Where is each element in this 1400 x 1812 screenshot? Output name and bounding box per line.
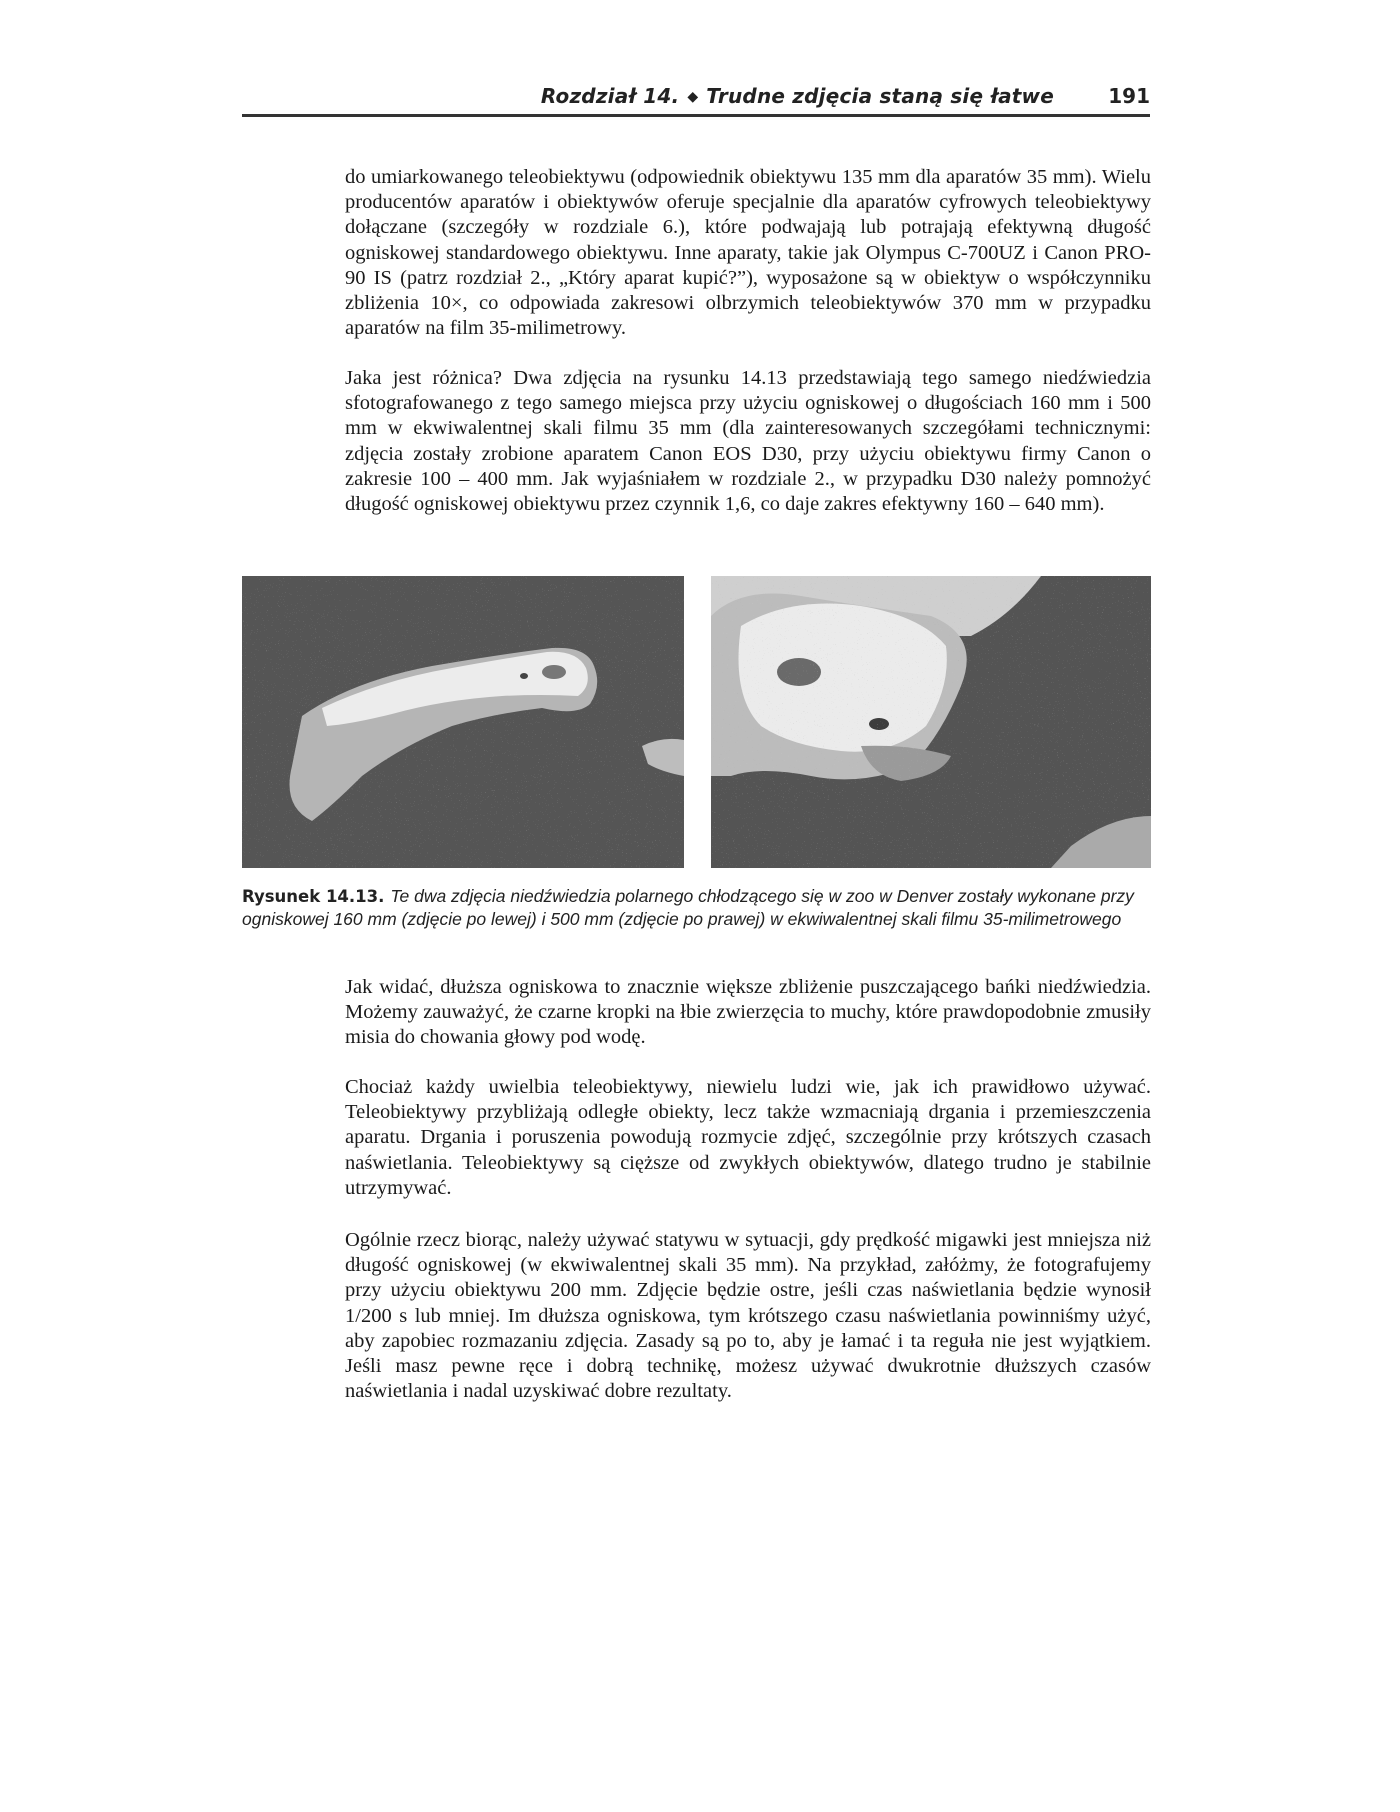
paragraph-5: Ogólnie rzecz biorąc, należy używać statywu w sytuacji, gdy prędkość migawki jest mniejsza niż długość ogniskowej (w ekwiwalentnej skali 35 mm). Na przykład, załóżmy, że fotografujemy przy użyciu obiektywu 200 mm. Zdjęcie będzie ostre, jeśli czas naświetlania będzie wynosił 1/200 s lub mniej. Im dłuższa ogniskowa, tym krótszego czasu naświetlania powinniśmy użyć, aby zapobiec rozmazaniu zdjęcia. Zasady są po to, aby je łamać i ta reguła nie jest wyjątkiem. Jeśli masz pewne ręce i dobrą technikę, możesz używać dwukrotnie dłuższych czasów naświetlania i nadal uzyskiwać dobre rezultaty. <box>345 1229 1151 1403</box>
page-number: 191 <box>1108 84 1150 108</box>
figure-caption-text: Te dwa zdjęcia niedźwiedzia polarnego chłodzącego się w zoo w Denver zostały wykonane przy ogniskowej 160 mm (zdjęcie po lewej) i 500 mm (zdjęcie po prawej) w ekwiwalentnej skali filmu 35-milimetrowego <box>242 886 1134 929</box>
paragraph-3: Jak widać, dłuższa ogniskowa to znacznie większe zbliżenie puszczającego bańki niedźwiedzia. Możemy zauważyć, że czarne kropki na łbie zwierzęcia to muchy, które prawdopodobnie zmusiły misia do chowania głowy pod wodę. <box>345 976 1151 1049</box>
diamond-separator-icon: ◆ <box>687 89 699 105</box>
chapter-label: Rozdział 14. <box>540 84 680 108</box>
chapter-title: Trudne zdjęcia staną się łatwe <box>706 84 1054 108</box>
paragraph-2: Jaka jest różnica? Dwa zdjęcia na rysunku 14.13 przedstawiają tego samego niedźwiedzia sfotografowanego z tego samego miejsca przy użyciu ogniskowej o długościach 160 mm i 500 mm w ekwiwalentnej skali filmu 35 mm (dla zainteresowanych szczegółami technicznymi: zdjęcia zostały zrobione aparatem Canon EOS D30, przy użyciu obiektywu firmy Canon o zakresie 100 – 400 mm. Jak wyjaśniałem w rozdziale 2., w przypadku D30 należy pomnożyć długość ogniskowej obiektywu przez czynnik 1,6, co daje zakres efektywny 160 – 640 mm). <box>345 367 1151 516</box>
polar-bear-wide-photo <box>242 576 684 868</box>
running-header-title <box>541 84 1054 108</box>
paragraph-4: Chociaż każdy uwielbia teleobiektywy, niewielu ludzi wie, jak ich prawidłowo używać. Teleobiektywy przybliżają odległe obiekty, lecz także wzmacniają drgania i przemieszczenia aparatu. Drgania i poruszenia powodują rozmycie zdjęć, szczególnie przy krótszych czasach naświetlania. Teleobiektywy są cięższe od zwykłych obiektywów, dlatego trudno je stabilnie utrzymywać. <box>345 1076 1151 1199</box>
photo-bear-500mm <box>711 576 1151 868</box>
paragraph-1: do umiarkowanego teleobiektywu (odpowiednik obiektywu 135 mm dla aparatów 35 mm). Wielu producentów aparatów i obiektywów oferuje specjalnie dla aparatów cyfrowych teleobiektywy dołączane (szczegóły w rozdziale 6.), które podwajają lub potrajają efektywną długość ogniskowej standardowego obiektywu. Inne aparaty, takie jak Olympus C-700UZ i Canon PRO-90 IS (patrz rozdział 2., „Który aparat kupić?”), wyposażone są w obiektyw o współczynniku zbliżenia 10×, co odpowiada zakresowi olbrzymich teleobiektywów 370 mm w przypadku aparatów na film 35-milimetrowy. <box>345 166 1151 340</box>
photo-bear-160mm <box>242 576 684 868</box>
polar-bear-closeup-photo <box>711 576 1151 868</box>
running-header <box>242 84 1150 118</box>
figure-label: Rysunek 14.13. <box>242 887 385 906</box>
header-rule <box>242 114 1150 117</box>
figure-caption <box>242 885 1150 930</box>
